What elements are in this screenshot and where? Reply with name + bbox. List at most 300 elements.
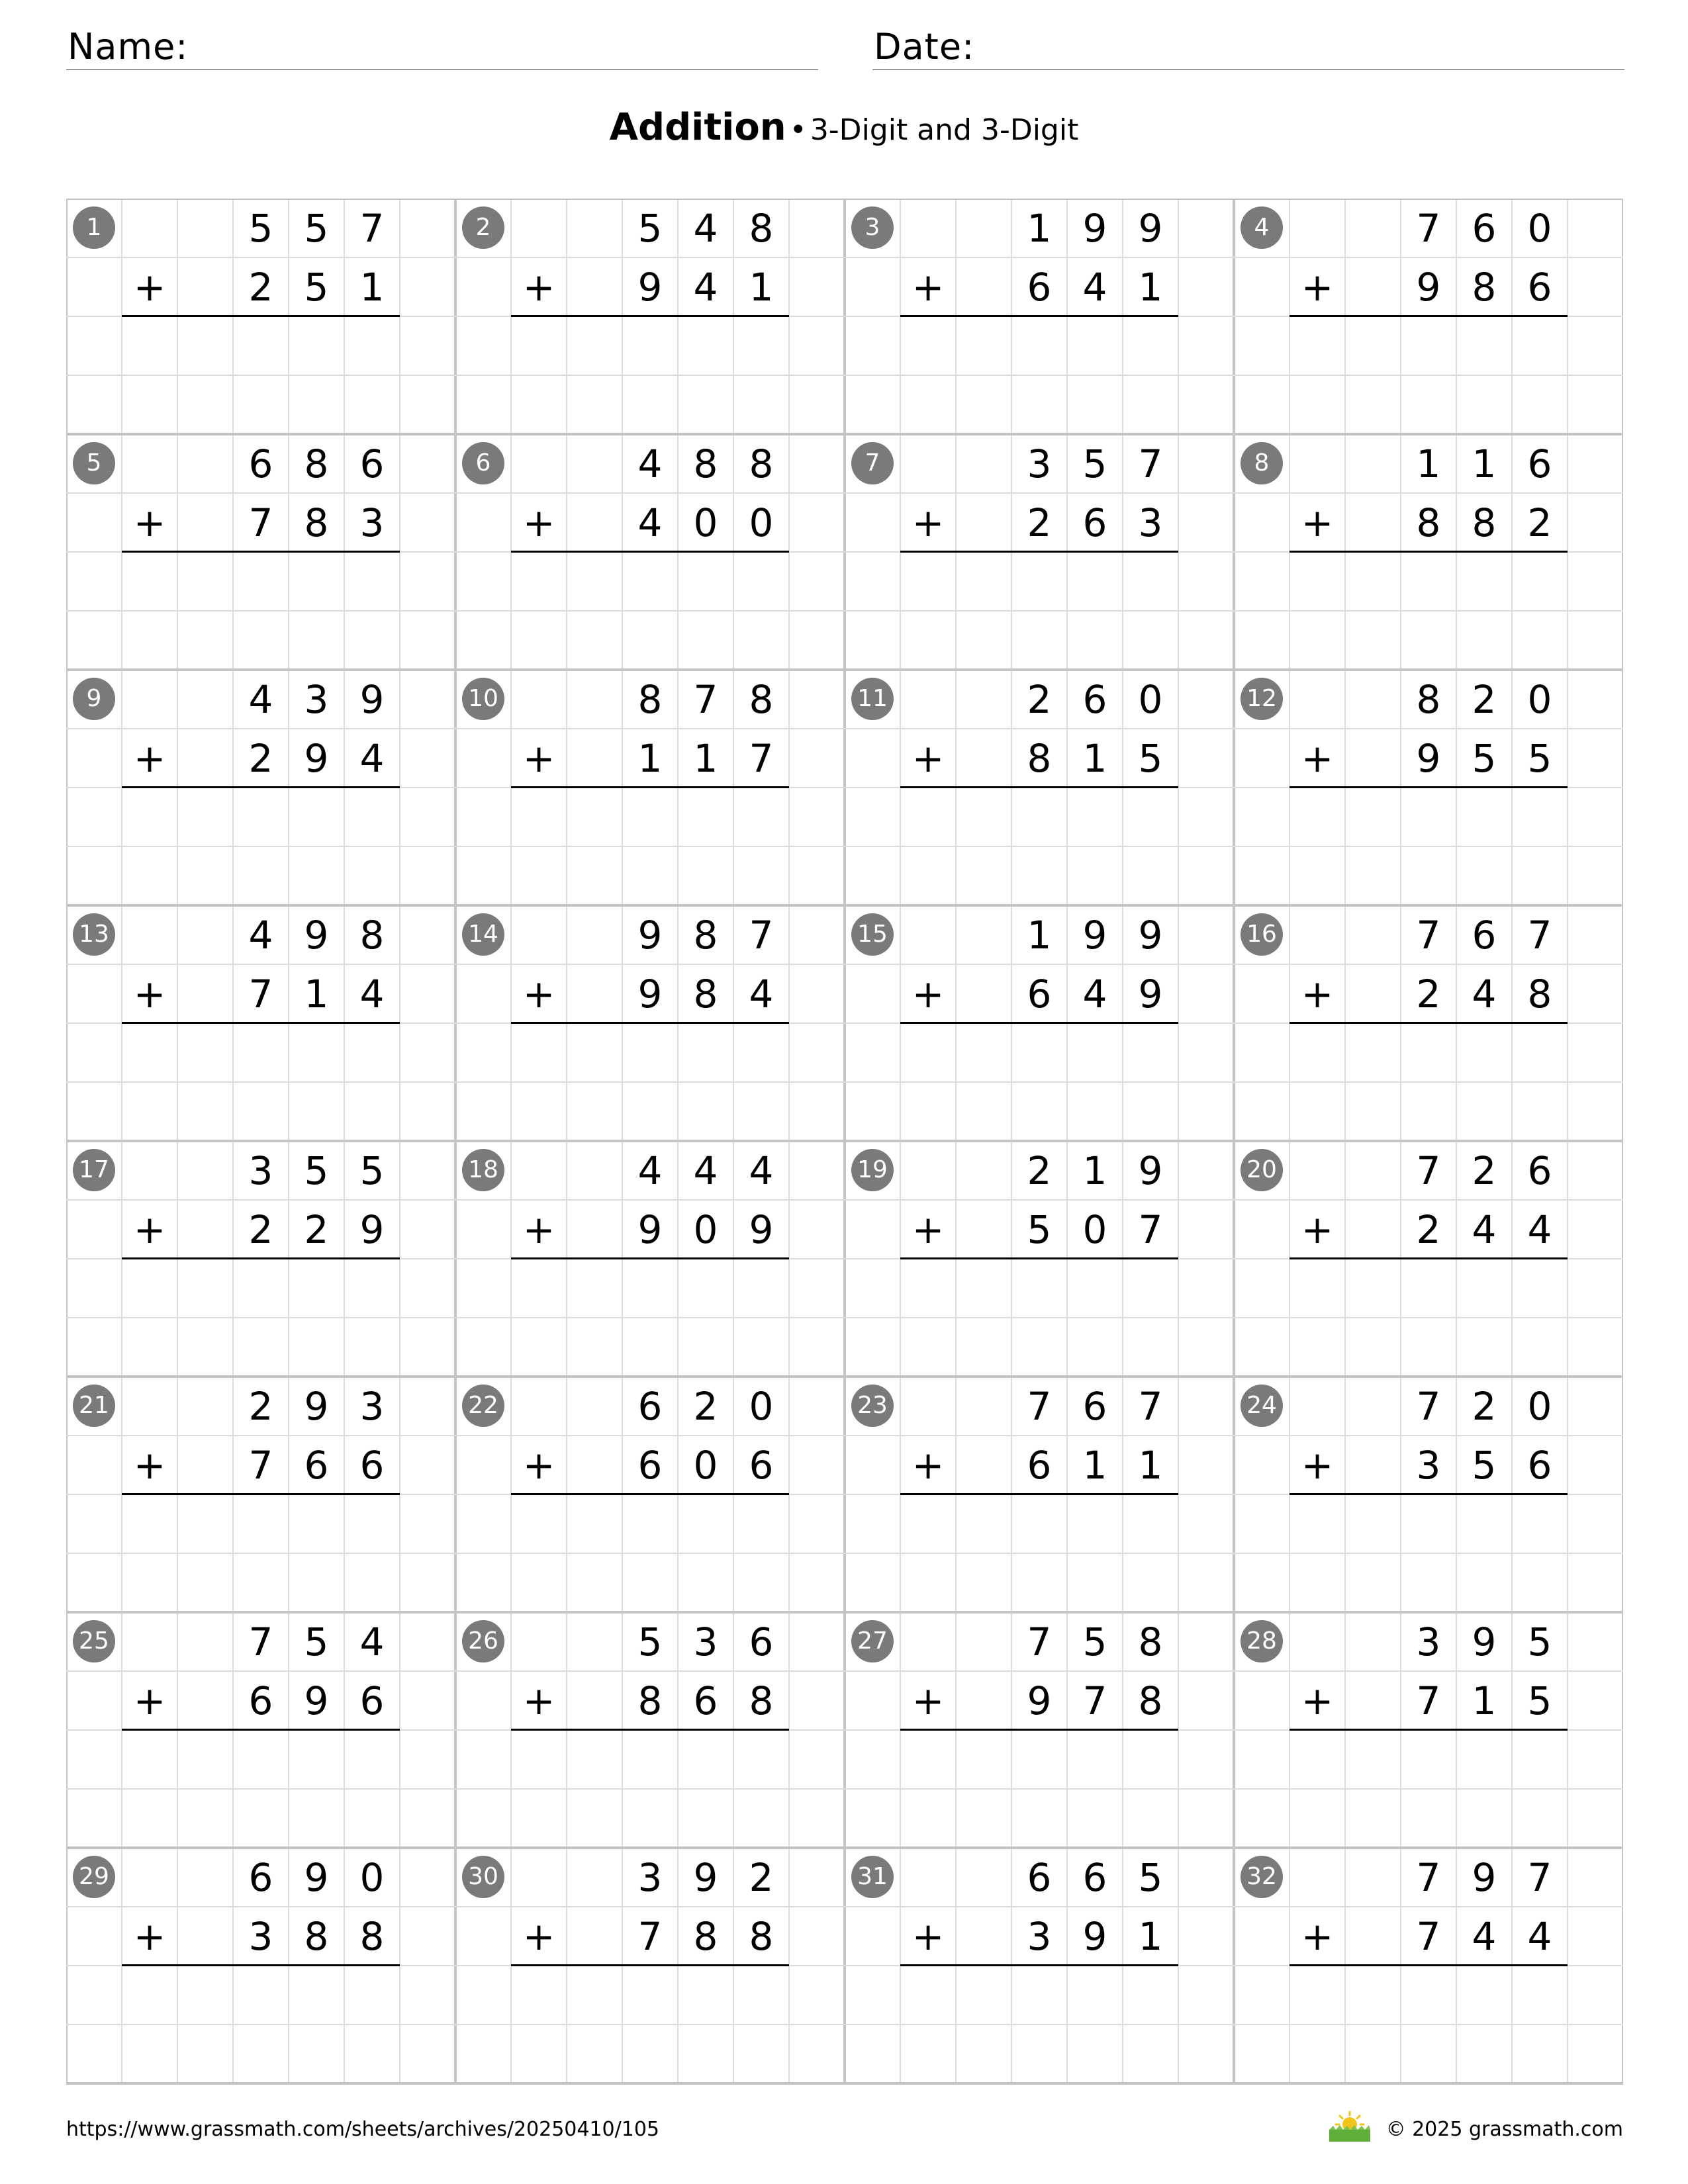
top-digit: 7 <box>1527 912 1552 958</box>
bottom-digit: 9 <box>637 264 663 310</box>
plus-sign: + <box>912 1442 945 1488</box>
bottom-digit: 0 <box>693 1206 718 1252</box>
top-digit: 2 <box>693 1383 718 1429</box>
answer-area[interactable] <box>900 1494 1178 1612</box>
problem-number-badge: 32 <box>1241 1856 1283 1898</box>
problem-number-badge: 30 <box>462 1856 504 1898</box>
bottom-digit: 6 <box>1527 1442 1552 1488</box>
name-label: Name: <box>68 26 189 68</box>
bottom-digit: 2 <box>1416 1206 1441 1252</box>
answer-area[interactable] <box>1289 552 1568 670</box>
problem-number-badge: 18 <box>462 1149 504 1191</box>
plus-sign: + <box>912 1678 945 1723</box>
top-digit: 9 <box>1082 912 1107 958</box>
problem-number-badge: 11 <box>851 678 894 720</box>
bottom-digit: 2 <box>304 1206 329 1252</box>
top-digit: 0 <box>1527 205 1552 251</box>
bottom-digit: 8 <box>1416 500 1441 545</box>
top-digit: 8 <box>1138 1619 1163 1664</box>
answer-area[interactable] <box>1289 1494 1568 1612</box>
bottom-digit: 1 <box>1082 735 1107 781</box>
top-digit: 7 <box>359 205 385 251</box>
answer-area[interactable] <box>511 788 789 905</box>
bottom-digit: 6 <box>359 1442 385 1488</box>
bottom-digit: 6 <box>304 1442 329 1488</box>
plus-sign: + <box>133 1206 166 1252</box>
top-digit: 9 <box>1138 1148 1163 1193</box>
answer-area[interactable] <box>900 316 1178 434</box>
top-digit: 5 <box>1082 1619 1107 1664</box>
bottom-digit: 1 <box>1138 1442 1163 1488</box>
top-digit: 4 <box>693 205 718 251</box>
bottom-digit: 4 <box>1472 971 1497 1017</box>
answer-area[interactable] <box>1289 1730 1568 1848</box>
answer-area[interactable] <box>1289 316 1568 434</box>
problem-number-badge: 2 <box>462 206 504 249</box>
top-digit: 7 <box>1416 1383 1441 1429</box>
answer-area[interactable] <box>122 1494 400 1612</box>
top-digit: 9 <box>304 912 329 958</box>
problem-number-badge: 31 <box>851 1856 894 1898</box>
top-digit: 7 <box>1416 1854 1441 1900</box>
bottom-digit: 1 <box>1082 1442 1107 1488</box>
top-digit: 7 <box>248 1619 273 1664</box>
top-digit: 4 <box>693 1148 718 1193</box>
problem-number-badge: 29 <box>73 1856 115 1898</box>
problem-number-badge: 13 <box>73 913 115 956</box>
top-digit: 7 <box>1138 1383 1163 1429</box>
date-label: Date: <box>874 26 975 68</box>
bottom-digit: 6 <box>749 1442 774 1488</box>
bottom-digit: 6 <box>359 1678 385 1723</box>
top-digit: 6 <box>1472 912 1497 958</box>
top-digit: 9 <box>359 676 385 722</box>
answer-area[interactable] <box>511 1259 789 1377</box>
plus-sign: + <box>1301 1678 1334 1723</box>
top-digit: 6 <box>637 1383 663 1429</box>
problem-number-badge: 24 <box>1241 1385 1283 1427</box>
answer-area[interactable] <box>1289 1966 1568 2083</box>
title-separator: • <box>789 113 807 147</box>
top-digit: 8 <box>693 912 718 958</box>
answer-area[interactable] <box>122 1023 400 1141</box>
bottom-digit: 6 <box>1027 264 1052 310</box>
footer-url[interactable]: https://www.grassmath.com/sheets/archives/20250410/105 <box>66 2118 660 2141</box>
bottom-digit: 1 <box>1138 1913 1163 1959</box>
bottom-digit: 7 <box>248 971 273 1017</box>
answer-area[interactable] <box>1289 788 1568 905</box>
top-digit: 1 <box>1082 1148 1107 1193</box>
problem-number-badge: 25 <box>73 1620 115 1662</box>
top-digit: 0 <box>1138 676 1163 722</box>
bottom-digit: 3 <box>1027 1913 1052 1959</box>
bottom-digit: 2 <box>1416 971 1441 1017</box>
bottom-digit: 7 <box>1082 1678 1107 1723</box>
bottom-digit: 6 <box>637 1442 663 1488</box>
bottom-digit: 8 <box>693 1913 718 1959</box>
bottom-digit: 6 <box>1027 971 1052 1017</box>
top-digit: 0 <box>1527 1383 1552 1429</box>
top-digit: 6 <box>749 1619 774 1664</box>
top-digit: 9 <box>1472 1854 1497 1900</box>
top-digit: 2 <box>1472 1383 1497 1429</box>
bottom-digit: 4 <box>637 500 663 545</box>
bottom-digit: 4 <box>1082 264 1107 310</box>
bottom-digit: 0 <box>693 1442 718 1488</box>
plus-sign: + <box>133 1913 166 1959</box>
top-digit: 1 <box>1027 205 1052 251</box>
plus-sign: + <box>133 971 166 1017</box>
top-digit: 9 <box>1472 1619 1497 1664</box>
top-digit: 5 <box>304 1619 329 1664</box>
top-digit: 4 <box>359 1619 385 1664</box>
answer-area[interactable] <box>511 1023 789 1141</box>
bottom-digit: 2 <box>248 264 273 310</box>
answer-area[interactable] <box>511 552 789 670</box>
top-digit: 6 <box>248 441 273 486</box>
top-digit: 8 <box>1416 676 1441 722</box>
grass-sun-logo-icon <box>1327 2110 1373 2143</box>
bottom-digit: 1 <box>637 735 663 781</box>
bottom-digit: 4 <box>1527 1913 1552 1959</box>
plus-sign: + <box>912 500 945 545</box>
top-digit: 6 <box>248 1854 273 1900</box>
problem-number-badge: 26 <box>462 1620 504 1662</box>
problem-grid <box>66 199 1623 2089</box>
plus-sign: + <box>522 1442 555 1488</box>
plus-sign: + <box>912 735 945 781</box>
answer-area[interactable] <box>122 316 400 434</box>
plus-sign: + <box>1301 1913 1334 1959</box>
answer-area[interactable] <box>900 1730 1178 1848</box>
top-digit: 6 <box>1027 1854 1052 1900</box>
answer-area[interactable] <box>122 1259 400 1377</box>
top-digit: 5 <box>637 1619 663 1664</box>
top-digit: 4 <box>637 441 663 486</box>
top-digit: 5 <box>304 1148 329 1193</box>
top-digit: 7 <box>1027 1383 1052 1429</box>
bottom-digit: 9 <box>359 1206 385 1252</box>
top-digit: 7 <box>1138 441 1163 486</box>
bottom-digit: 0 <box>693 500 718 545</box>
bottom-digit: 5 <box>1527 1678 1552 1723</box>
bottom-digit: 8 <box>1138 1678 1163 1723</box>
bottom-digit: 7 <box>749 735 774 781</box>
top-digit: 8 <box>359 912 385 958</box>
problem-number-badge: 27 <box>851 1620 894 1662</box>
top-digit: 7 <box>1027 1619 1052 1664</box>
problem-number-badge: 15 <box>851 913 894 956</box>
bottom-digit: 3 <box>248 1913 273 1959</box>
problem-number-badge: 16 <box>1241 913 1283 956</box>
bottom-digit: 1 <box>1138 264 1163 310</box>
top-digit: 7 <box>1416 912 1441 958</box>
bottom-digit: 6 <box>248 1678 273 1723</box>
bottom-digit: 9 <box>637 971 663 1017</box>
bottom-digit: 8 <box>637 1678 663 1723</box>
date-field[interactable] <box>872 24 1624 70</box>
plus-sign: + <box>1301 264 1334 310</box>
top-digit: 6 <box>1527 1148 1552 1193</box>
top-digit: 2 <box>1027 1148 1052 1193</box>
problem-number-badge: 3 <box>851 206 894 249</box>
top-digit: 8 <box>749 441 774 486</box>
bottom-digit: 1 <box>359 264 385 310</box>
top-digit: 6 <box>1082 676 1107 722</box>
problem-number-badge: 5 <box>73 442 115 484</box>
top-digit: 2 <box>1472 676 1497 722</box>
bottom-digit: 1 <box>1472 1678 1497 1723</box>
bottom-digit: 8 <box>749 1913 774 1959</box>
answer-area[interactable] <box>122 1966 400 2083</box>
bottom-digit: 2 <box>1027 500 1052 545</box>
bottom-digit: 4 <box>749 971 774 1017</box>
answer-area[interactable] <box>511 1494 789 1612</box>
top-digit: 1 <box>1027 912 1052 958</box>
top-digit: 9 <box>304 1854 329 1900</box>
top-digit: 7 <box>1416 205 1441 251</box>
plus-sign: + <box>1301 500 1334 545</box>
bottom-digit: 1 <box>749 264 774 310</box>
plus-sign: + <box>912 1913 945 1959</box>
bottom-digit: 1 <box>693 735 718 781</box>
plus-sign: + <box>1301 735 1334 781</box>
problem-number-badge: 20 <box>1241 1149 1283 1191</box>
top-digit: 6 <box>1527 441 1552 486</box>
bottom-digit: 7 <box>248 1442 273 1488</box>
bottom-digit: 7 <box>248 500 273 545</box>
top-digit: 4 <box>749 1148 774 1193</box>
bottom-digit: 3 <box>1416 1442 1441 1488</box>
top-digit: 7 <box>1416 1148 1441 1193</box>
top-digit: 1 <box>1472 441 1497 486</box>
bottom-digit: 9 <box>1027 1678 1052 1723</box>
bottom-digit: 0 <box>749 500 774 545</box>
bottom-digit: 4 <box>359 735 385 781</box>
bottom-digit: 5 <box>1027 1206 1052 1252</box>
bottom-digit: 4 <box>693 264 718 310</box>
top-digit: 0 <box>359 1854 385 1900</box>
bottom-digit: 9 <box>1082 1913 1107 1959</box>
plus-sign: + <box>1301 1442 1334 1488</box>
bottom-digit: 7 <box>637 1913 663 1959</box>
bottom-digit: 4 <box>1472 1913 1497 1959</box>
problem-number-badge: 9 <box>73 678 115 720</box>
answer-area[interactable] <box>122 1730 400 1848</box>
bottom-digit: 2 <box>1527 500 1552 545</box>
answer-area[interactable] <box>900 552 1178 670</box>
plus-sign: + <box>522 1913 555 1959</box>
top-digit: 8 <box>693 441 718 486</box>
top-digit: 3 <box>359 1383 385 1429</box>
bottom-digit: 5 <box>304 264 329 310</box>
answer-area[interactable] <box>511 1966 789 2083</box>
problem-number-badge: 21 <box>73 1385 115 1427</box>
plus-sign: + <box>912 1206 945 1252</box>
problem-number-badge: 10 <box>462 678 504 720</box>
top-digit: 2 <box>1027 676 1052 722</box>
bottom-digit: 5 <box>1472 735 1497 781</box>
answer-area[interactable] <box>900 1966 1178 2083</box>
problem-number-badge: 8 <box>1241 442 1283 484</box>
bottom-digit: 7 <box>1416 1678 1441 1723</box>
top-digit: 8 <box>749 676 774 722</box>
bottom-digit: 9 <box>1416 264 1441 310</box>
problem-number-badge: 17 <box>73 1149 115 1191</box>
problem-number-badge: 14 <box>462 913 504 956</box>
answer-area[interactable] <box>900 1023 1178 1141</box>
bottom-digit: 8 <box>304 500 329 545</box>
bottom-digit: 2 <box>248 1206 273 1252</box>
problem-number-badge: 4 <box>1241 206 1283 249</box>
plus-sign: + <box>522 1206 555 1252</box>
top-digit: 6 <box>1082 1383 1107 1429</box>
problem-number-badge: 28 <box>1241 1620 1283 1662</box>
answer-area[interactable] <box>511 316 789 434</box>
plus-sign: + <box>1301 1206 1334 1252</box>
bottom-digit: 9 <box>1138 971 1163 1017</box>
top-digit: 4 <box>248 676 273 722</box>
bottom-digit: 8 <box>1027 735 1052 781</box>
top-digit: 3 <box>693 1619 718 1664</box>
problem-number-badge: 12 <box>1241 678 1283 720</box>
top-digit: 7 <box>693 676 718 722</box>
answer-area[interactable] <box>1289 1259 1568 1377</box>
top-digit: 5 <box>304 205 329 251</box>
top-digit: 0 <box>749 1383 774 1429</box>
top-digit: 0 <box>1527 676 1552 722</box>
footer-copyright: © 2025 grassmath.com <box>1385 2118 1623 2141</box>
bottom-digit: 8 <box>359 1913 385 1959</box>
bottom-digit: 8 <box>1527 971 1552 1017</box>
top-digit: 4 <box>637 1148 663 1193</box>
bottom-digit: 9 <box>1416 735 1441 781</box>
top-digit: 5 <box>359 1148 385 1193</box>
bottom-digit: 3 <box>359 500 385 545</box>
plus-sign: + <box>133 500 166 545</box>
top-digit: 5 <box>248 205 273 251</box>
plus-sign: + <box>912 971 945 1017</box>
answer-area[interactable] <box>1289 1023 1568 1141</box>
bottom-digit: 8 <box>304 1913 329 1959</box>
top-digit: 2 <box>749 1854 774 1900</box>
bottom-digit: 5 <box>1527 735 1552 781</box>
title-main: Addition <box>609 106 786 149</box>
top-digit: 8 <box>749 205 774 251</box>
top-digit: 4 <box>248 912 273 958</box>
bottom-digit: 6 <box>693 1678 718 1723</box>
bottom-digit: 4 <box>1527 1206 1552 1252</box>
answer-area[interactable] <box>122 788 400 905</box>
bottom-digit: 6 <box>1082 500 1107 545</box>
worksheet-title <box>0 106 1688 149</box>
plus-sign: + <box>522 735 555 781</box>
plus-sign: + <box>133 1678 166 1723</box>
top-digit: 3 <box>1027 441 1052 486</box>
answer-area[interactable] <box>900 788 1178 905</box>
answer-area[interactable] <box>900 1259 1178 1377</box>
plus-sign: + <box>1301 971 1334 1017</box>
top-digit: 3 <box>1416 1619 1441 1664</box>
title-subtitle: 3-Digit and 3-Digit <box>810 113 1079 147</box>
top-digit: 2 <box>1472 1148 1497 1193</box>
problem-number-badge: 1 <box>73 206 115 249</box>
plus-sign: + <box>522 1678 555 1723</box>
bottom-digit: 8 <box>1472 500 1497 545</box>
top-digit: 9 <box>1138 912 1163 958</box>
top-digit: 1 <box>1416 441 1441 486</box>
top-digit: 9 <box>304 1383 329 1429</box>
top-digit: 9 <box>693 1854 718 1900</box>
top-digit: 6 <box>359 441 385 486</box>
bottom-digit: 4 <box>1472 1206 1497 1252</box>
bottom-digit: 7 <box>1416 1913 1441 1959</box>
top-digit: 9 <box>637 912 663 958</box>
top-digit: 5 <box>1082 441 1107 486</box>
bottom-digit: 9 <box>749 1206 774 1252</box>
bottom-digit: 1 <box>304 971 329 1017</box>
bottom-digit: 8 <box>1472 264 1497 310</box>
plus-sign: + <box>522 264 555 310</box>
plus-sign: + <box>522 971 555 1017</box>
plus-sign: + <box>133 735 166 781</box>
bottom-digit: 9 <box>637 1206 663 1252</box>
bottom-digit: 4 <box>1082 971 1107 1017</box>
answer-area[interactable] <box>122 552 400 670</box>
bottom-digit: 9 <box>304 1678 329 1723</box>
bottom-digit: 5 <box>1472 1442 1497 1488</box>
top-digit: 9 <box>1082 205 1107 251</box>
top-digit: 5 <box>637 205 663 251</box>
top-digit: 5 <box>1138 1854 1163 1900</box>
top-digit: 6 <box>1082 1854 1107 1900</box>
bottom-digit: 5 <box>1138 735 1163 781</box>
top-digit: 9 <box>1138 205 1163 251</box>
plus-sign: + <box>133 264 166 310</box>
bottom-digit: 7 <box>1138 1206 1163 1252</box>
plus-sign: + <box>522 500 555 545</box>
top-digit: 8 <box>637 676 663 722</box>
bottom-digit: 4 <box>359 971 385 1017</box>
problem-number-badge: 22 <box>462 1385 504 1427</box>
top-digit: 2 <box>248 1383 273 1429</box>
bottom-digit: 9 <box>304 735 329 781</box>
top-digit: 6 <box>1472 205 1497 251</box>
problem-number-badge: 23 <box>851 1385 894 1427</box>
bottom-digit: 0 <box>1082 1206 1107 1252</box>
bottom-digit: 8 <box>693 971 718 1017</box>
top-digit: 5 <box>1527 1619 1552 1664</box>
top-digit: 3 <box>248 1148 273 1193</box>
problem-number-badge: 7 <box>851 442 894 484</box>
plus-sign: + <box>912 264 945 310</box>
top-digit: 3 <box>637 1854 663 1900</box>
bottom-digit: 6 <box>1027 1442 1052 1488</box>
plus-sign: + <box>133 1442 166 1488</box>
bottom-digit: 2 <box>248 735 273 781</box>
top-digit: 8 <box>304 441 329 486</box>
bottom-digit: 3 <box>1138 500 1163 545</box>
bottom-digit: 8 <box>749 1678 774 1723</box>
name-field[interactable] <box>66 24 818 70</box>
problem-number-badge: 19 <box>851 1149 894 1191</box>
top-digit: 7 <box>749 912 774 958</box>
problem-number-badge: 6 <box>462 442 504 484</box>
answer-area[interactable] <box>511 1730 789 1848</box>
top-digit: 3 <box>304 676 329 722</box>
top-digit: 7 <box>1527 1854 1552 1900</box>
bottom-digit: 6 <box>1527 264 1552 310</box>
